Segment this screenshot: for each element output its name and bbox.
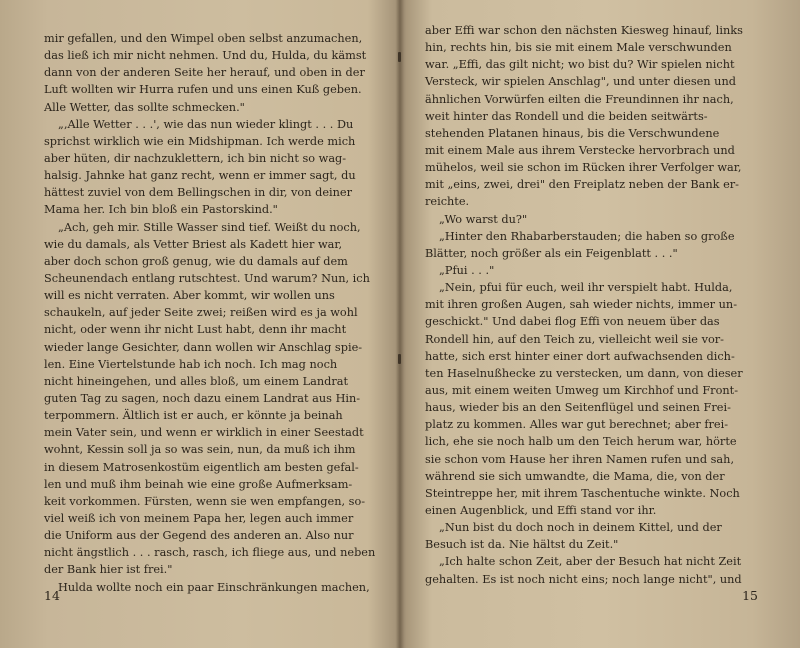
text-line: Mama her. Ich bin bloß ein Pastorskind." [44,203,278,217]
text-line: hin, rechts hin, bis sie mit einem Male verschwunden [425,41,732,55]
text-line: aus, mit einem weiten Umweg um Kirchhof und Front- [425,383,739,397]
left-page-text [44,30,375,596]
text-line: wohnt, Kessin soll ja so was sein, nun, da muß ich ihm [44,443,356,457]
text-line: „Pfui . . ." [439,263,495,277]
right-page-number: 15 [742,588,758,603]
text-line: Scheunendach entlang rutschtest. Und warum? Nun, ich [44,271,370,285]
text-line: geschickt." Und dabei flog Effi von neuem über das [425,315,720,329]
text-line: „Nun bist du doch noch in deinem Kittel, und der [439,521,722,535]
text-line: Luft wollten wir Hurra rufen und uns einen Kuß geben. [44,83,362,97]
text-line: gehalten. Es ist noch nicht eins; noch lange nicht", und [425,572,742,586]
text-line: mit „eins, zwei, drei" den Freiplatz neben der Bank er- [425,178,739,192]
text-line: die Uniform aus der Gegend des anderen an. Also nur [44,529,354,543]
text-line: aber hüten, dir nachzuklettern, ich bin nicht so wag- [44,151,347,165]
text-line: wieder lange Gesichter, dann wollen wir Anschlag spie- [44,340,363,354]
text-line: „Ach, geh mir. Stille Wasser sind tief. Weißt du noch, [58,220,361,234]
text-line: len. Eine Viertelstunde hab ich noch. Ich mag noch [44,357,338,371]
text-line: aber Effi war schon den nächsten Kiesweg hinauf, links [425,24,743,37]
text-line: einen Augenblick, und Effi stand vor ihr. [425,503,657,517]
text-line: viel weiß ich von meinem Papa her, legen auch immer [44,511,354,525]
text-line: platz zu kommen. Alles war gut berechnet; aber frei- [425,418,729,432]
text-line: aber doch schon groß genug, wie du damals auf dem [44,254,348,268]
text-line: das ließ ich mir nicht nehmen. Und du, Hulda, du kämst [44,49,367,63]
text-line: wie du damals, als Vetter Briest als Kadett hier war, [44,237,343,251]
text-line: hättest zuviel von dem Bellingschen in dir, von deiner [44,186,352,200]
text-line: „Hinter den Rhabarberstauden; die haben so große [439,229,735,243]
text-line: dann von der anderen Seite her herauf, und oben in der [44,66,365,80]
text-line: stehenden Platanen hinaus, bis die Verschwundene [425,126,720,140]
text-line: lich, ehe sie noch halb um den Teich herum war, hörte [425,435,737,449]
text-line: reichte. [425,195,470,209]
text-line: hatte, sich erst hinter einer dort aufwachsenden dich- [425,349,735,363]
text-line: will es nicht verraten. Aber kommt, wir wollen uns [44,289,335,303]
text-line: Rondell hin, auf den Teich zu, vielleicht weil sie vor- [425,332,724,346]
text-line: „Nein, pfui für euch, weil ihr verspielt habt. Hulda, [439,281,733,295]
text-line: der Bank hier ist frei." [44,563,173,577]
text-line: Versteck, wir spielen Anschlag", und unter diesen und [425,75,736,89]
text-line: haus, wieder bis an den Seitenflügel und seinen Frei- [425,401,731,415]
text-line: terpommern. Ältlich ist er auch, er könnte ja beinah [44,409,343,423]
text-line: Steintreppe her, mit ihrem Taschentuche winkte. Noch [425,486,740,500]
text-line: Blätter, noch größer als ein Feigenblatt . . ." [425,246,678,260]
text-line: ten Haselnußhecke zu verstecken, um dann, von dieser [425,366,743,380]
text-line: Besuch ist da. Nie hältst du Zeit." [425,538,619,552]
text-line: mir gefallen, und den Wimpel oben selbst anzumachen, [44,32,363,45]
text-line: in diesem Matrosenkostüm eigentlich am besten gefal- [44,460,359,474]
text-line: nicht hineingehen, und alles bloß, um einem Landrat [44,374,349,388]
text-line: sprichst wirklich wie ein Midshipman. Ich werde mich [44,134,356,148]
text-line: war. „Effi, das gilt nicht; wo bist du? Wir spielen nicht [425,58,735,72]
right-page-text [425,22,743,588]
text-line: mühelos, weil sie schon im Rücken ihrer Verfolger war, [425,161,742,175]
text-line: len und muß ihm beinah wie eine große Aufmerksam- [44,477,353,491]
text-line: mit ihren großen Augen, sah wieder nichts, immer un- [425,298,738,312]
text-line: „Wo warst du?" [439,212,528,226]
text-line: schaukeln, auf jeder Seite zwei; reißen wird es ja wohl [44,306,358,320]
text-line: Alle Wetter, das sollte schmecken." [44,100,245,114]
text-line: halsig. Jahnke hat ganz recht, wenn er immer sagt, du [44,169,356,183]
text-line: mein Vater sein, und wenn er wirklich in einer Seestadt [44,426,364,440]
text-line: nicht ängstlich . . . rasch, rasch, ich fliege aus, und neben [44,546,376,560]
text-line: ähnlichen Vorwürfen eilten die Freundinnen ihr nach, [425,92,734,106]
text-line: weit hinter das Rondell und die beiden seitwärts- [425,109,708,123]
text-line: sie schon vom Hause her ihren Namen rufen und sah, [425,452,735,466]
left-page-number: 14 [44,588,60,603]
text-line: „‚Alle Wetter . . .', wie das nun wieder klingt . . . Du [58,117,354,131]
text-line: mit einem Male aus ihrem Verstecke hervorbrach und [425,143,735,157]
text-line: nicht, oder wenn ihr nicht Lust habt, denn ihr macht [44,323,347,337]
text-line: Hulda wollte noch ein paar Einschränkungen machen, [58,580,370,594]
text-line: während sie sich umwandte, die Mama, die, von der [425,469,725,483]
text-line: guten Tag zu sagen, noch dazu einem Landrat aus Hin- [44,391,361,405]
text-line: keit vorkommen. Fürsten, wenn sie wen empfangen, so- [44,494,366,508]
text-line: „Ich halte schon Zeit, aber der Besuch hat nicht Zeit [439,555,742,569]
